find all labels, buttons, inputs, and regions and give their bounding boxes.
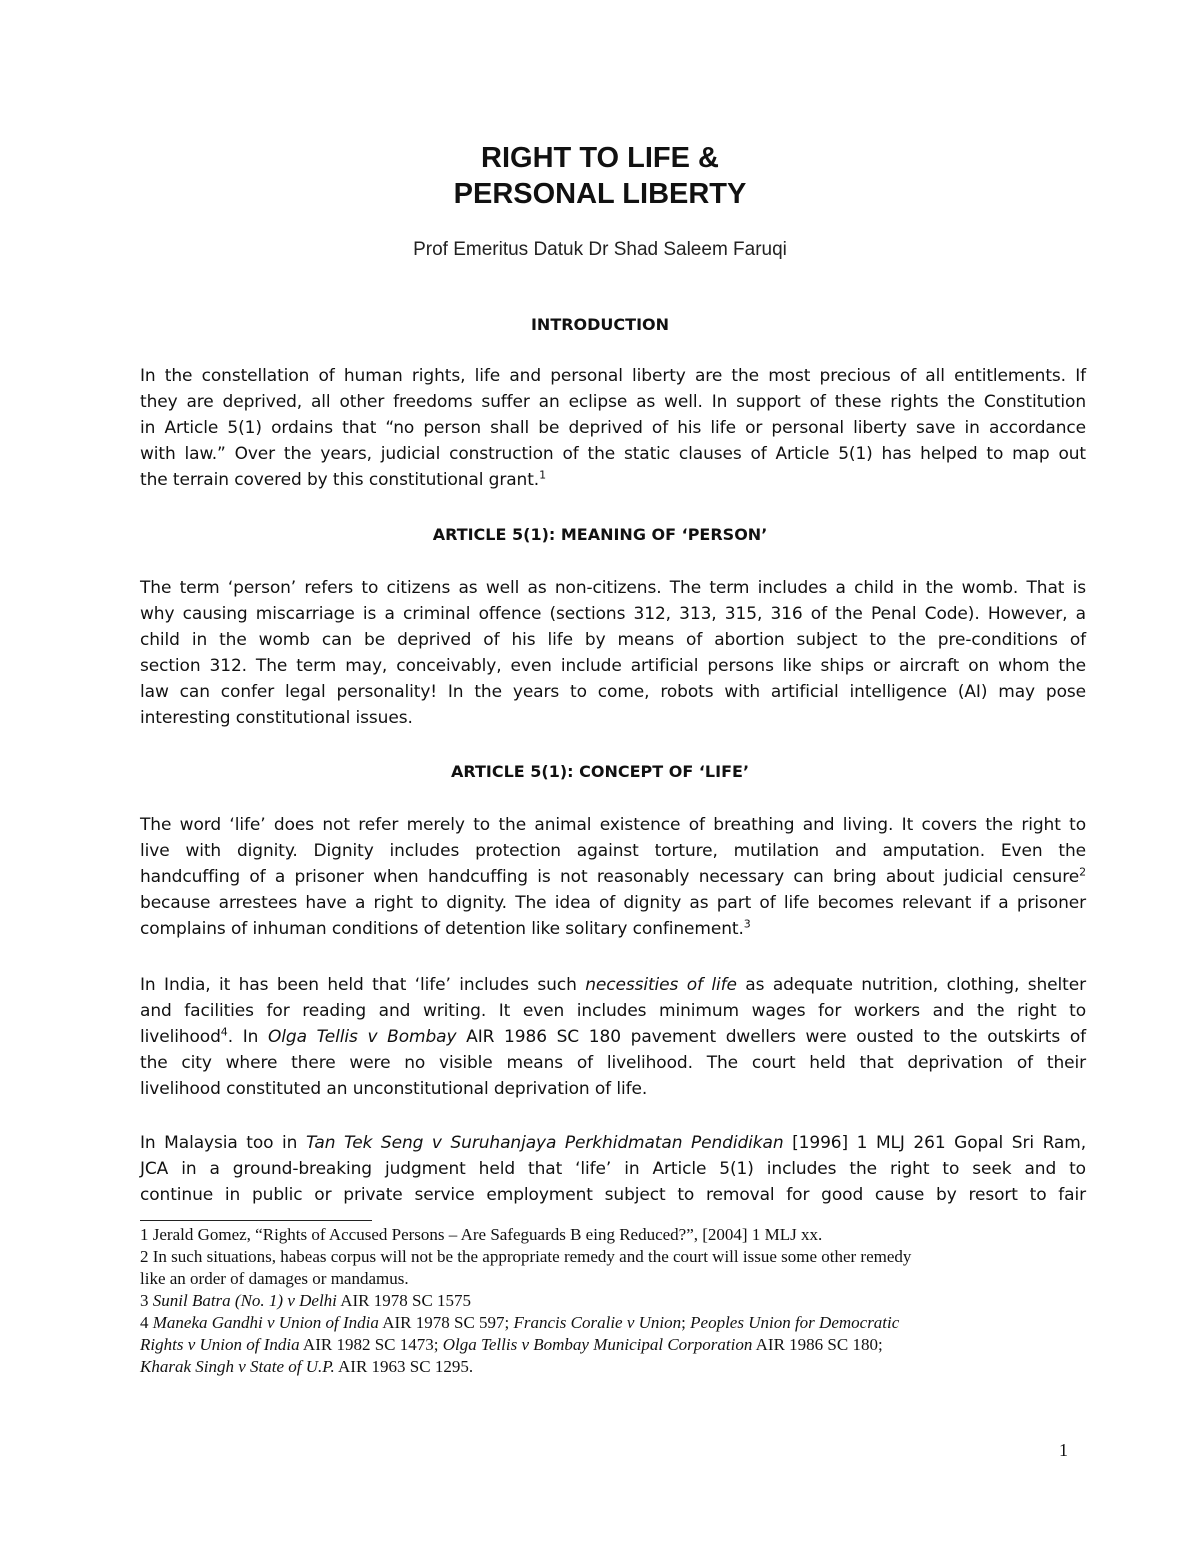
text-line: The word ‘life’ does not refer merely to the animal existence of breathing and living. It covers the right to	[140, 815, 1086, 835]
case-name: Olga Tellis v Bombay	[268, 1027, 457, 1047]
text-line: section 312. The term may, conceivably, even include artificial persons like ships or aircraft on whom the	[140, 656, 1086, 676]
heading-meaning-of-person: ARTICLE 5(1): MEANING OF ‘PERSON’	[432, 525, 768, 544]
title-line-1: RIGHT TO LIFE &	[481, 142, 719, 174]
footnotes	[140, 1224, 1060, 1378]
text-line: In the constellation of human rights, life and personal liberty are the most precious of all entitlements. If	[140, 366, 1086, 386]
text-line: In India, it has been held that ‘life’ includes such necessities of life as adequate nutrition, clothing, shelter	[140, 975, 1086, 995]
text-line: handcuffing of a prisoner when handcuffing is not reasonably necessary can bring about judicial censure$^2$	[140, 865, 1086, 887]
footnote-1: 1 Jerald Gomez, “Rights of Accused Persons – Are Safeguards B eing Reduced?”, [2004] 1 MLJ xx.	[140, 1225, 823, 1244]
text-line: child in the womb can be deprived of his life by means of abortion subject to the pre-conditions of	[140, 630, 1086, 650]
footnote-ref: 3	[743, 917, 751, 931]
text-line: complains of inhuman conditions of detention like solitary confinement.$^3$	[140, 917, 751, 939]
footnote-4: 4 Maneka Gandhi v Union of India AIR 1978 SC 597; Francis Coralie v Union; Peoples Union for Democratic Rights v Union of India AIR 1982 SC 1473; Olga Tellis v Bombay Municipal Corporation AIR 1986 SC 180; Kharak Singh v State of U.P. AIR 1963 SC 1295.	[140, 1313, 900, 1376]
footnote-ref: 2	[1079, 865, 1086, 879]
life-paragraph-1	[140, 812, 1086, 942]
footnote-3: 3 Sunil Batra (No. 1) v Delhi AIR 1978 SC 1575	[140, 1291, 472, 1310]
intro-paragraph	[140, 363, 1086, 493]
text-line: JCA in a ground-breaking judgment held that ‘life’ in Article 5(1) includes the right to seek and to	[140, 1159, 1086, 1179]
text-line: with law.” Over the years, judicial construction of the static clauses of Article 5(1) has helped to map out	[140, 444, 1086, 464]
heading-concept-of-life: ARTICLE 5(1): CONCEPT OF ‘LIFE’	[450, 762, 750, 781]
footnote-ref: 4	[220, 1025, 228, 1039]
life-paragraph-3	[140, 1130, 1086, 1208]
text-line: in Article 5(1) ordains that “no person shall be deprived of his life or personal liberty save in accordance	[140, 418, 1086, 438]
text-line: and facilities for reading and writing. It even includes minimum wages for workers and the right to	[140, 1001, 1086, 1021]
person-paragraph	[140, 575, 1086, 731]
italic-phrase: necessities of life	[585, 975, 737, 995]
text-line: they are deprived, all other freedoms suffer an eclipse as well. In support of these rights the Constitution	[140, 392, 1086, 412]
text-line: the city where there were no visible means of livelihood. The court held that deprivation of their	[140, 1053, 1086, 1073]
footnote-ref: 1	[539, 468, 547, 482]
author-line: Prof Emeritus Datuk Dr Shad Saleem Faruqi	[413, 239, 787, 260]
text-line: interesting constitutional issues.	[140, 708, 413, 728]
text-line: continue in public or private service employment subject to removal for good cause by resort to fair	[140, 1185, 1086, 1205]
text-line: the terrain covered by this constitutional grant.$^1$	[140, 468, 547, 490]
text-line: why causing miscarriage is a criminal offence (sections 312, 313, 315, 316 of the Penal Code). However, a	[140, 604, 1086, 624]
document-title	[0, 140, 1200, 212]
page-number: 1	[1059, 1440, 1068, 1460]
case-name: Tan Tek Seng v Suruhanjaya Perkhidmatan Pendidikan	[305, 1133, 784, 1153]
footnote-separator	[140, 1220, 372, 1221]
text-line: law can confer legal personality! In the years to come, robots with artificial intelligence (AI) may pose	[140, 682, 1086, 702]
text-line: In Malaysia too in Tan Tek Seng v Suruhanjaya Perkhidmatan Pendidikan [1996] 1 MLJ 261 Gopal Sri Ram,	[140, 1133, 1086, 1153]
text-line: The term ‘person’ refers to citizens as well as non-citizens. The term includes a child in the womb. That is	[140, 578, 1086, 598]
title-line-2: PERSONAL LIBERTY	[453, 178, 747, 210]
footnote-2: 2 In such situations, habeas corpus will not be the appropriate remedy and the court will issue some other remedy like an order of damages or mandamus.	[140, 1247, 912, 1288]
text-line: because arrestees have a right to dignity. The idea of dignity as part of life becomes relevant if a prisoner	[140, 893, 1086, 913]
life-paragraph-2	[140, 972, 1086, 1102]
text-line: live with dignity. Dignity includes protection against torture, mutilation and amputation. Even the	[140, 841, 1086, 861]
heading-introduction: INTRODUCTION	[530, 315, 670, 334]
text-line: livelihood constituted an unconstitutional deprivation of life.	[140, 1079, 648, 1099]
text-line: livelihood$^4$. In Olga Tellis v Bombay AIR 1986 SC 180 pavement dwellers were ousted to the outskirts of	[140, 1025, 1087, 1047]
